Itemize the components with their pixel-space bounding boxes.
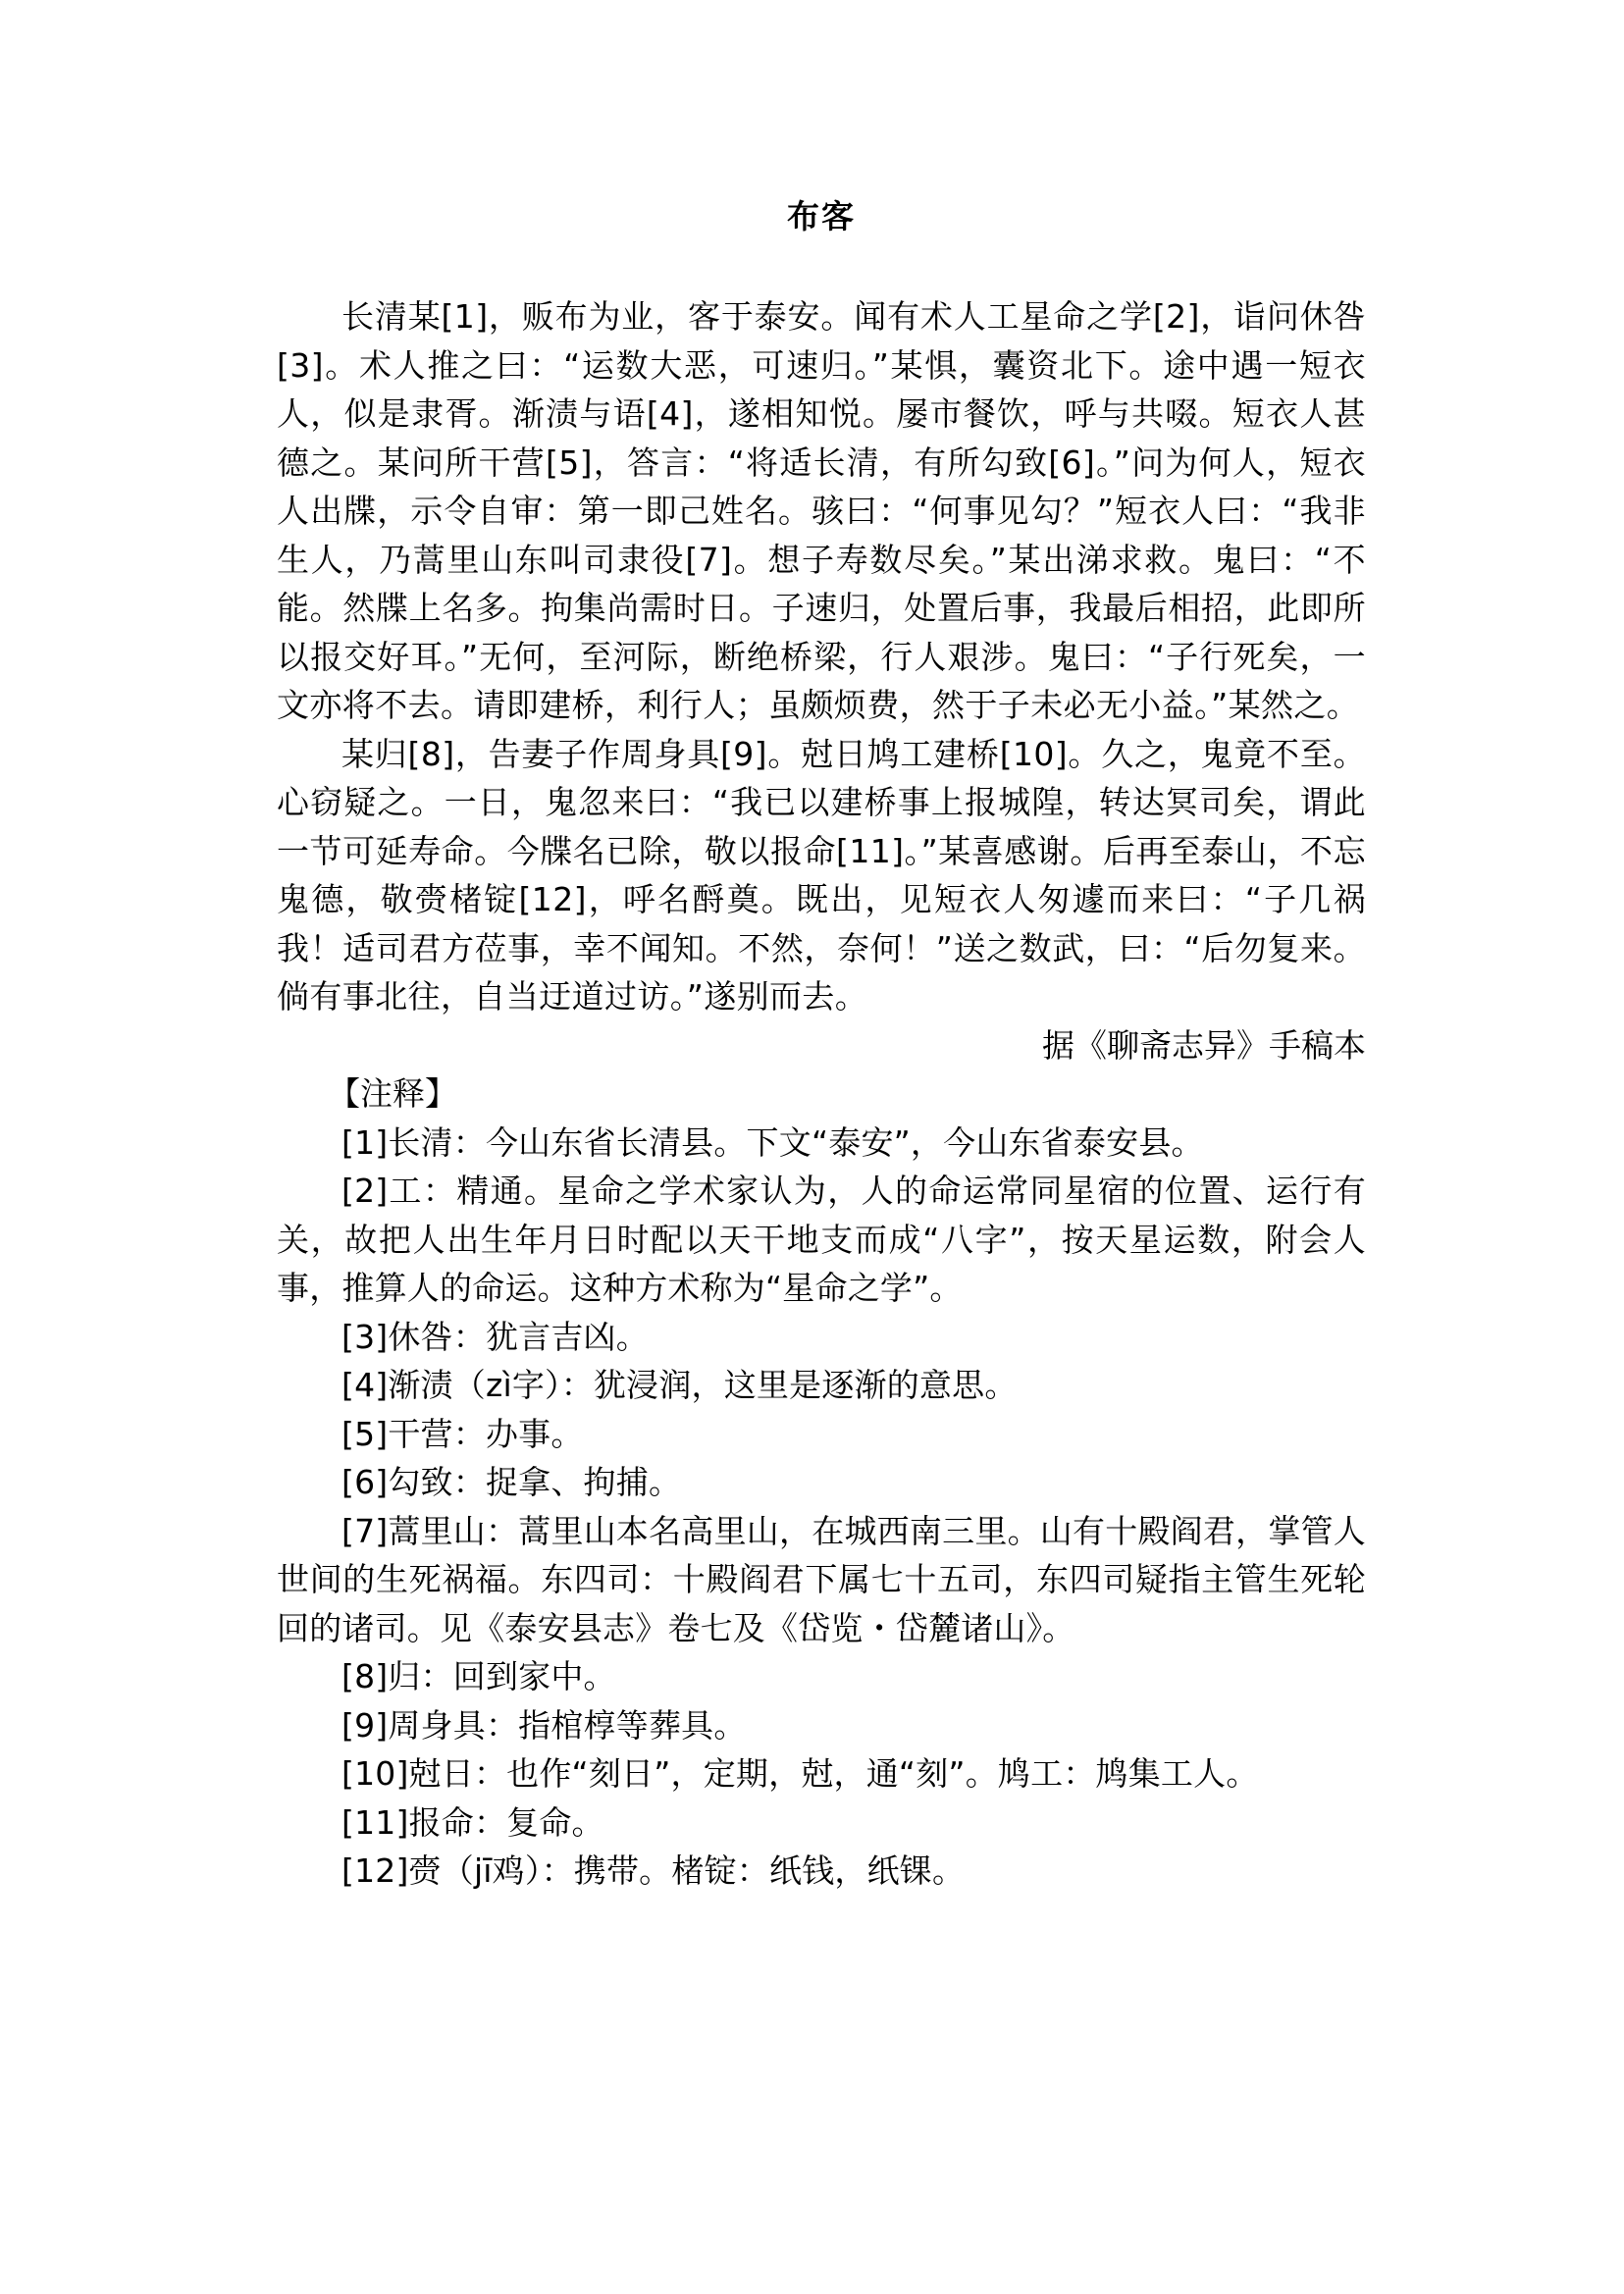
note-item: [6]勾致：捉拿、拘捕。: [341, 1463, 682, 1501]
note-item: [2]工：精通。星命之学术家认为，人的命运常同星宿的位置、运行有关，故把人出生年月日时配以天干地支而成“八字”，按天星运数，附会人事，推算人的命运。这种方术称为“星命之学”。: [277, 1172, 1366, 1307]
note-item: [8]归：回到家中。: [341, 1657, 616, 1695]
note-item: [1]长清：今山东省长清县。下文“泰安”，今山东省泰安县。: [341, 1122, 1204, 1162]
note-item: [12]赍（jī鸡）：携带。楮锭：纸钱，纸锞。: [341, 1851, 966, 1890]
notes-heading: 【注释】: [328, 1074, 457, 1113]
note-item: [9]周身具：指棺椁等葬具。: [341, 1705, 747, 1745]
note-item: [11]报命：复命。: [341, 1802, 604, 1842]
body-paragraph-1: 长清某[1]，贩布为业，客于泰安。闻有术人工星命之学[2]，诣问休咎[3]。术人推之曰：“运数大恶，可速归。”某惧，囊资北下。途中遇一短衣人，似是隶胥。渐渍与语[4]，遂相知悦。屡市餐饮，呼与共啜。短衣人甚德之。某问所干营[5]，答言：“将适长清，有所勾致[6]。”问为何人，短衣人出牒，示令自审：第一即己姓名。骇曰：“何事见勾？”短衣人曰：“我非生人，乃蒿里山东叫司隶役[7]。想子寿数尽矣。”某出涕求救。鬼曰：“不能。然牒上名多。拘集尚需时日。子速归，处置后事，我最后相招，此即所以报交好耳。”无何，至河际，断绝桥梁，行人艰涉。鬼曰：“子行死矣，一文亦将不去。请即建桥，利行人；虽颇烦费，然于子未必无小益。”某然之。: [277, 297, 1366, 724]
note-item: [4]渐渍（zì字）：犹浸润，这里是逐渐的意思。: [341, 1366, 1018, 1404]
note-item: [3]休咎：犹言吉凶。: [341, 1317, 649, 1356]
document-page: [277, 192, 1366, 1896]
note-item: [5]干营：办事。: [341, 1414, 584, 1453]
source-citation: 据《聊斋志异》手稿本: [1042, 1025, 1366, 1065]
body-paragraph-2: 某归[8]，告妻子作周身具[9]。尅日鸠工建桥[10]。久之，鬼竟不至。心窃疑之。一日，鬼忽来曰：“我已以建桥事上报城隍，转达冥司矣，谓此一节可延寿命。今牒名已除，敬以报命[11]。”某喜感谢。后再至泰山，不忘鬼德，敬赍楮锭[12]，呼名酹奠。既出，见短衣人匆遽而来曰：“子几祸我！适司君方莅事，幸不闻知。不然，奈何！”送之数武，曰：“后勿复来。倘有事北往，自当迂道过访。”遂别而去。: [277, 734, 1366, 1016]
note-item: [7]蒿里山：蒿里山本名高里山，在城西南三里。山有十殿阎君，掌管人世间的生死祸福。东四司：十殿阎君下属七十五司，东四司疑指主管生死轮回的诸司。见《泰安县志》卷七及《岱览・岱麓诸山》。: [277, 1511, 1366, 1647]
document-title: 布客: [787, 197, 856, 235]
note-item: [10]尅日：也作“刻日”，定期，尅，通“刻”。鸠工：鸠集工人。: [341, 1754, 1259, 1793]
